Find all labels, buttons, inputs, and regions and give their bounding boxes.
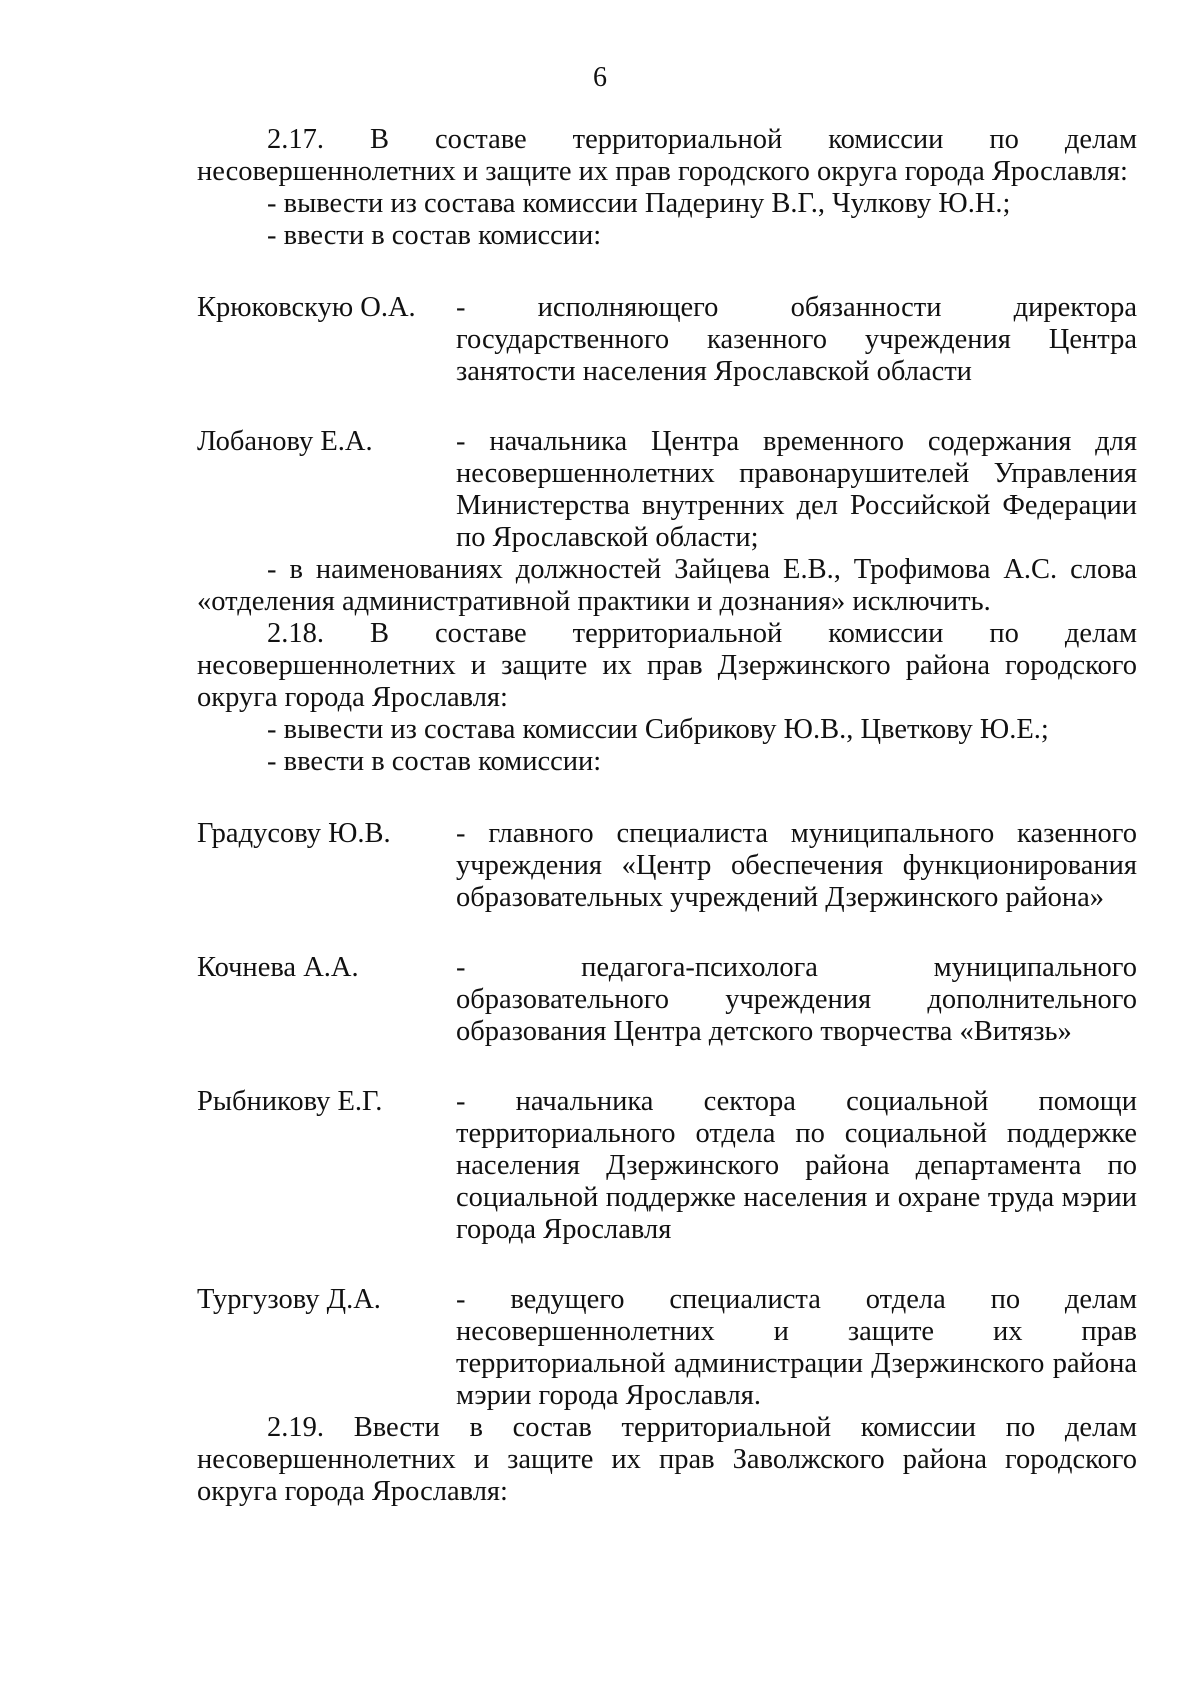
member-role: - начальника Центра временного содержания для несовершеннолетних правонарушителей Управления Министерства внутренних дел Российской Федерации по Ярославской области; [456,426,1137,553]
member-entry [197,1086,1137,1246]
document-body [197,124,1137,1508]
section-2-17-remove: - вывести из состава комиссии Падерину В.Г., Чулкову Ю.Н.; [267,188,1011,219]
section-2-18-intro: 2.18. В составе территориальной комиссии по делам несовершеннолетних и защите их прав Дзержинского района городского округа города Ярославля: [197,618,1137,713]
section-2-17-rename: - в наименованиях должностей Зайцева Е.В., Трофимова А.С. слова «отделения административной практики и дознания» исключить. [197,554,1137,617]
section-2-19-intro: 2.19. Ввести в состав территориальной комиссии по делам несовершеннолетних и защите их прав Заволжского района городского округа города Ярославля: [197,1412,1137,1507]
member-entry [197,1284,1137,1412]
section-2-18-remove: - вывести из состава комиссии Сибрикову Ю.В., Цветкову Ю.Е.; [267,714,1049,745]
member-role: - исполняющего обязанности директора государственного казенного учреждения Центра занятости населения Ярославской области [456,292,1137,387]
member-name: Градусову Ю.В. [197,818,391,849]
member-role: - главного специалиста муниципального казенного учреждения «Центр обеспечения функционирования образовательных учреждений Дзержинского района» [456,818,1137,913]
section-2-17-intro: 2.17. В составе территориальной комиссии по делам несовершеннолетних и защите их прав городского округа города Ярославля: [197,124,1137,187]
member-entry [197,292,1137,388]
section-2-18-add: - ввести в состав комиссии: [267,746,602,777]
member-name: Тургузову Д.А. [197,1284,381,1315]
section-2-17-add: - ввести в состав комиссии: [267,220,602,251]
member-name: Крюковскую О.А. [197,292,416,323]
member-role: - начальника сектора социальной помощи территориального отдела по социальной поддержке населения Дзержинского района департамента по социальной поддержке населения и охране труда мэрии города Ярославля [456,1086,1137,1245]
member-role: - ведущего специалиста отдела по делам несовершеннолетних и защите их прав территориальной администрации Дзержинского района мэрии города Ярославля. [456,1284,1137,1411]
member-name: Рыбникову Е.Г. [197,1086,383,1117]
member-entry [197,818,1137,914]
member-role: - педагога-психолога муниципального образовательного учреждения дополнительного образования Центра детского творчества «Витязь» [456,952,1137,1047]
member-name: Лобанову Е.А. [197,426,373,457]
member-entry [197,426,1137,554]
member-entry [197,952,1137,1048]
member-name: Кочнева А.А. [197,952,359,983]
page-number: 6 [593,62,607,93]
